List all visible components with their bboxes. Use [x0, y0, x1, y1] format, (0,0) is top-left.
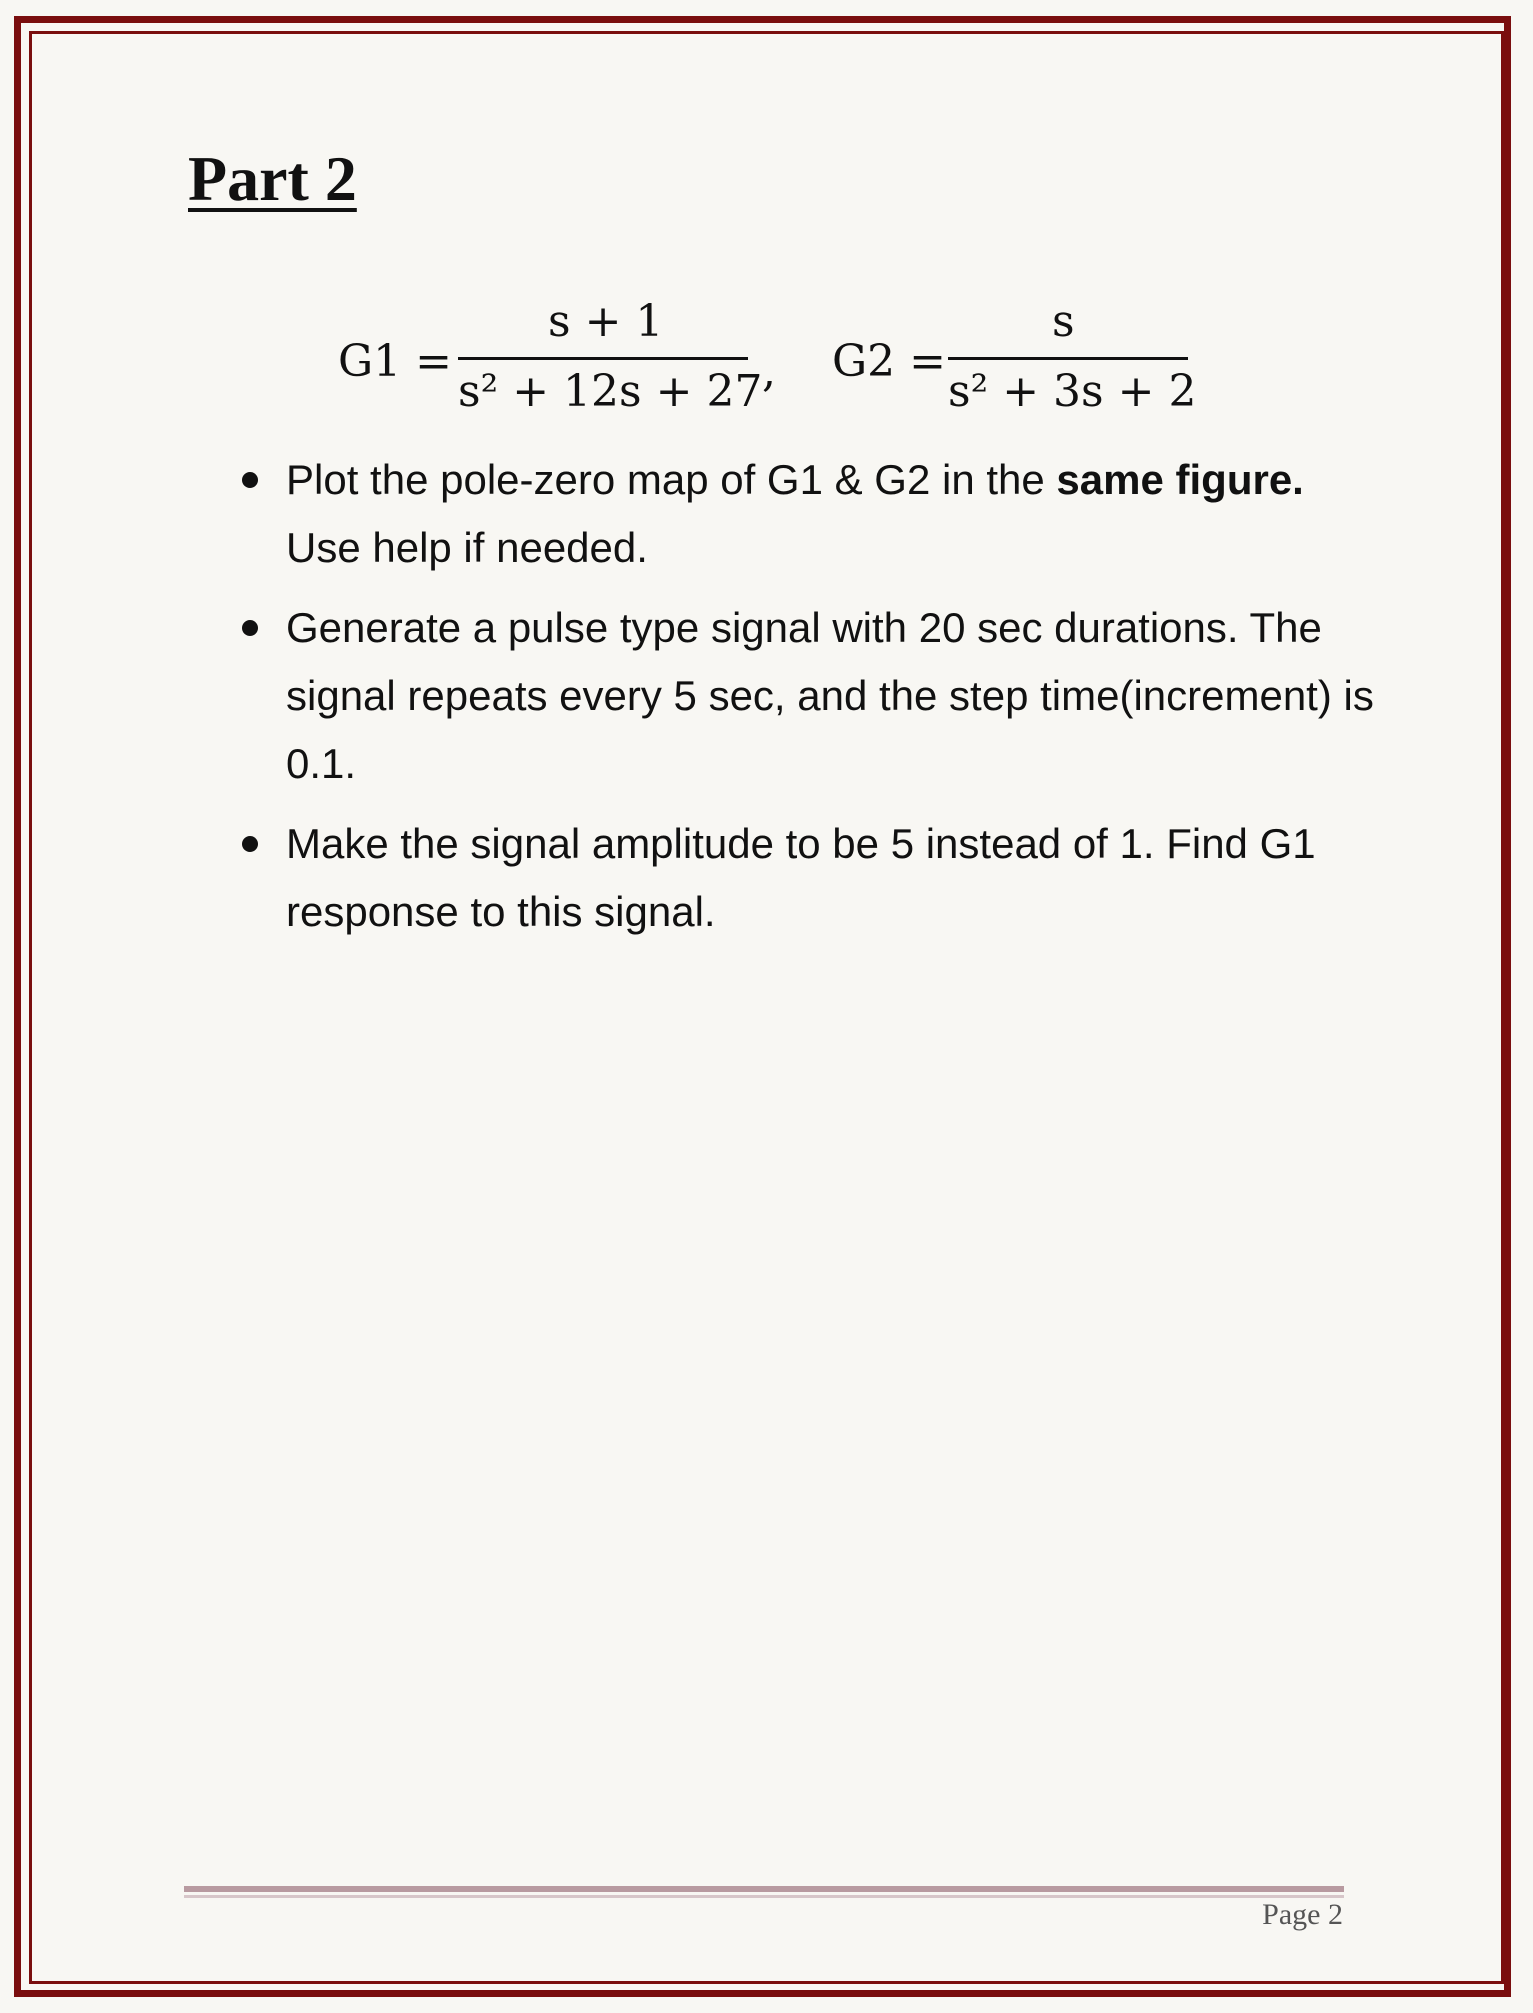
g2-label: G2 = — [832, 336, 946, 387]
bullet-icon — [242, 472, 258, 488]
g1-numerator: s + 1 — [548, 296, 664, 347]
g2-denominator: s² + 3s + 2 — [948, 366, 1197, 417]
bullet-icon — [242, 620, 258, 636]
bullet-icon — [242, 836, 258, 852]
footer-rule-thin — [184, 1895, 1344, 1898]
list-item: Generate a pulse type signal with 20 sec durations. The signal repeats every 5 sec, and the step time(increment) is 0.1. — [230, 594, 1380, 798]
page-border-inner — [29, 31, 1504, 1984]
g2-numerator: s — [1052, 296, 1075, 347]
g1-label: G1 = — [338, 336, 452, 387]
g1-fraction-bar — [458, 357, 748, 360]
list-item: Plot the pole-zero map of G1 & G2 in the same figure. Use help if needed. — [230, 446, 1380, 582]
g1-denominator: s² + 12s + 27 — [458, 366, 763, 417]
list-item: Make the signal amplitude to be 5 instead of 1. Find G1 response to this signal. — [230, 810, 1380, 946]
page-number: Page 2 — [1262, 1898, 1343, 1931]
equation-separator: , — [762, 346, 776, 397]
g2-fraction-bar — [948, 357, 1188, 360]
instruction-list — [230, 446, 1380, 958]
section-title: Part 2 — [188, 143, 357, 214]
footer-rule — [184, 1886, 1344, 1892]
